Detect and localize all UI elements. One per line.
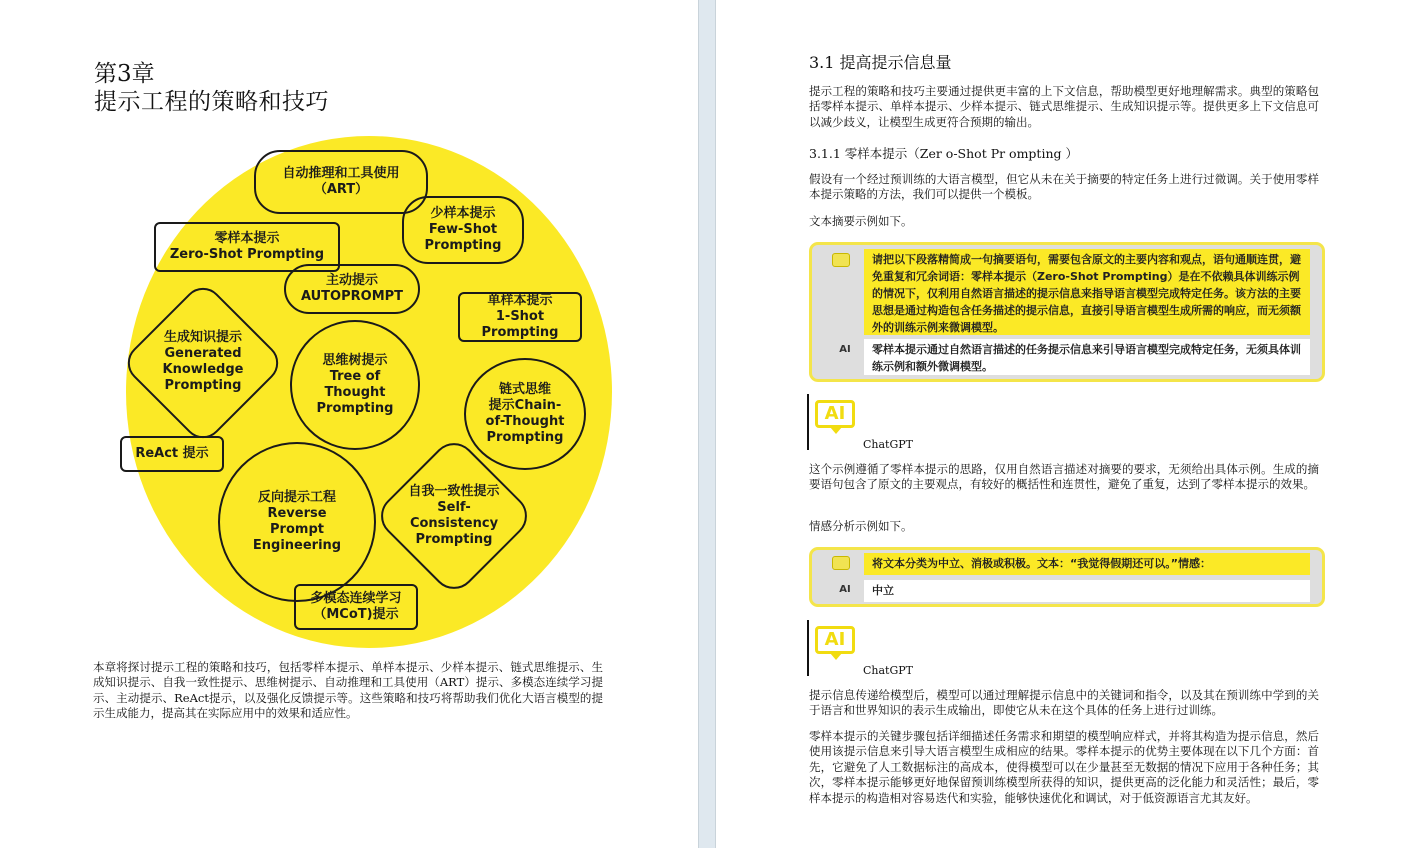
example1-user-message: 请把以下段落精简成一句摘要语句，需要包含原文的主要内容和观点，语句通顺连贯，避免重复和冗余词语：零样本提示（Zero-Shot Prompting）是在不依赖具体训练示例的情况下，仅利用自然语言描述的提示信息来指导语言模型完成特定任务。该方法的主要思想是通过构造包含任务描述的提示信息，直接引导语言模型生成所需的响应，而无须额外的训练示例来微调模型。	[864, 249, 1310, 335]
node-chain-of-thought: 链式思维 提示Chain- of-Thought Prompting	[464, 358, 586, 470]
node-one-shot: 单样本提示 1-Shot Prompting	[458, 292, 582, 342]
example1-ai-label: AI	[839, 344, 851, 355]
node-react: ReAct 提示	[120, 436, 224, 472]
strategy-diagram	[126, 136, 612, 648]
node-zero-shot: 零样本提示 Zero-Shot Prompting	[154, 222, 340, 272]
subsection-intro: 假设有一个经过预训练的大语言模型，但它从未在关于摘要的特定任务上进行过微调。关于使用零样本提示策略的方法，我们可以提供一个模板。	[809, 172, 1319, 202]
node-generated-knowledge: 生成知识提示 Generated Knowledge Prompting	[162, 330, 244, 393]
after-example1-paragraph: 这个示例遵循了零样本提示的思路，仅用自然语言描述对摘要的要求，无须给出具体示例。生成的摘要语句包含了原文的主要观点，有较好的概括性和连贯性，避免了重复，达到了零样本提示的效果。	[809, 462, 1319, 492]
ai-logo-icon: AI	[815, 626, 855, 654]
example2-ai-label: AI	[839, 584, 851, 595]
example1-ai-message: 零样本提示通过自然语言描述的任务提示信息来引导语言模型完成特定任务，无须具体训练示例和额外微调模型。	[864, 339, 1310, 375]
badge-bar	[807, 394, 809, 450]
example2-chat-box	[809, 547, 1325, 607]
page-gutter	[698, 0, 716, 848]
chapter-number: 第3章	[94, 61, 155, 87]
user-avatar-icon	[832, 556, 850, 570]
user-avatar-icon	[832, 253, 850, 267]
badge-bar	[807, 620, 809, 676]
example1-label: 文本摘要示例如下。	[809, 214, 913, 228]
example2-user-message: 将文本分类为中立、消极或积极。文本：“我觉得假期还可以。”情感：	[864, 553, 1310, 575]
section-title: 3.1 提高提示信息量	[809, 53, 952, 72]
node-autoprompt: 主动提示 AUTOPROMPT	[284, 264, 420, 314]
node-self-consistency: 自我一致性提示 Self- Consistency Prompting	[408, 484, 500, 547]
example1-chat-box	[809, 242, 1325, 382]
chatgpt-label: ChatGPT	[863, 438, 914, 451]
node-art: 自动推理和工具使用 （ART）	[254, 150, 428, 214]
node-tree-of-thought: 思维树提示 Tree of Thought Prompting	[290, 320, 420, 450]
right-page	[716, 0, 1412, 848]
final-paragraph: 零样本提示的关键步骤包括详细描述任务需求和期望的模型响应样式，并将其构造为提示信息，然后使用该提示信息来引导大语言模型生成相应的结果。零样本提示的优势主要体现在以下几个方面：首先，它避免了人工数据标注的高成本，使得模型可以在少量甚至无数据的情况下应用于各种任务；其次，零样本提示能够更好地保留预训练模型所获得的知识，提供更高的泛化能力和灵活性；最后，零样本提示的构造相对容易迭代和实验，能够快速优化和调试，对于低资源语言尤其友好。	[809, 729, 1319, 805]
chapter-title: 提示工程的策略和技巧	[94, 89, 329, 115]
chatgpt-badge-1	[807, 394, 914, 451]
example2-ai-message: 中立	[864, 580, 1310, 602]
after-example2-paragraph: 提示信息传递给模型后，模型可以通过理解提示信息中的关键词和指令，以及其在预训练中学到的关于语言和世界知识的表示生成输出，即使它从未在这个具体的任务上进行过训练。	[809, 688, 1319, 718]
chatgpt-badge-2	[807, 620, 914, 677]
node-mcot: 多模态连续学习 （MCoT)提示	[294, 584, 418, 630]
node-reverse-prompt: 反向提示工程 Reverse Prompt Engineering	[218, 442, 376, 602]
example2-label: 情感分析示例如下。	[809, 519, 913, 533]
subsection-title: 3.1.1 零样本提示（Zer o-Shot Pr ompting ）	[809, 146, 1078, 161]
section-intro: 提示工程的策略和技巧主要通过提供更丰富的上下文信息，帮助模型更好地理解需求。典型的策略包括零样本提示、单样本提示、少样本提示、链式思维提示、生成知识提示等。提供更多上下文信息可以减少歧义，让模型生成更符合预期的输出。	[809, 84, 1319, 129]
chapter-intro-paragraph: 本章将探讨提示工程的策略和技巧，包括零样本提示、单样本提示、少样本提示、链式思维提示、生成知识提示、自我一致性提示、思维树提示、自动推理和工具使用（ART）提示、多模态连续学习提示、主动提示、ReAct提示，以及强化反馈提示等。这些策略和技巧将帮助我们优化大语言模型的提示生成能力，提高其在实际应用中的效果和适应性。	[93, 660, 603, 721]
left-page	[0, 0, 698, 848]
chatgpt-label: ChatGPT	[863, 664, 914, 677]
ai-logo-icon: AI	[815, 400, 855, 428]
node-few-shot: 少样本提示 Few-Shot Prompting	[402, 196, 524, 264]
